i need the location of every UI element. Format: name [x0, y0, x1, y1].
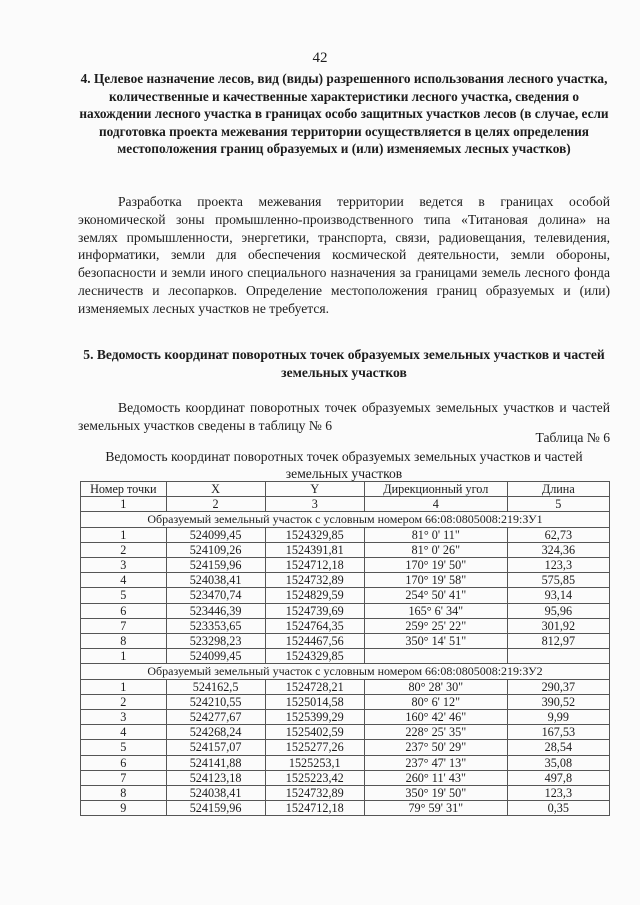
length-cell: 301,92 [507, 618, 609, 633]
point-number-cell: 8 [81, 634, 167, 649]
direction-angle-cell [364, 649, 507, 664]
point-number-cell: 1 [81, 527, 167, 542]
direction-angle-cell: 165° 6' 34" [364, 603, 507, 618]
column-number: 2 [166, 497, 265, 512]
length-cell: 324,36 [507, 542, 609, 557]
direction-angle-cell: 254° 50' 41" [364, 588, 507, 603]
length-cell: 93,14 [507, 588, 609, 603]
x-cell: 524268,24 [166, 725, 265, 740]
direction-angle-cell: 260° 11' 43" [364, 770, 507, 785]
table-row [81, 527, 610, 542]
length-cell: 123,3 [507, 786, 609, 801]
section-5-heading: 5. Ведомость координат поворотных точек образуемых земельных участков и частей земельных участков [83, 347, 605, 380]
y-cell: 1524712,18 [265, 558, 364, 573]
y-cell: 1524764,35 [265, 618, 364, 633]
table-row [81, 573, 610, 588]
y-cell: 1525399,29 [265, 710, 364, 725]
direction-angle-cell: 80° 28' 30" [364, 679, 507, 694]
y-cell: 1525402,59 [265, 725, 364, 740]
y-cell: 1524728,21 [265, 679, 364, 694]
y-cell: 1525253,1 [265, 755, 364, 770]
direction-angle-cell: 259° 25' 22" [364, 618, 507, 633]
direction-angle-cell: 81° 0' 26" [364, 542, 507, 557]
table-row [81, 558, 610, 573]
x-cell: 524157,07 [166, 740, 265, 755]
point-number-cell: 4 [81, 573, 167, 588]
section-4-paragraph: Разработка проекта межевания территории ведется в границах особой экономической зоны промышленно-производственного типа «Титановая долина» на землях промышленности, энергетики, транспорта, связи, радиовещания, телевидения, информатики, земли для обеспечения космической деятельности, земли обороны, безопасности и земли иного специального назначения за границами земель лесного фонда лесничеств и лесопарков. Определение местоположения границ образуемых и (или) изменяемых лесных участков не требуется. [78, 194, 610, 316]
length-cell: 35,08 [507, 755, 609, 770]
column-number: 3 [265, 497, 364, 512]
table-row [81, 710, 610, 725]
table-group-row [81, 664, 610, 679]
table-row [81, 679, 610, 694]
header-y: Y [265, 482, 364, 497]
table-header-row [81, 482, 610, 497]
length-cell: 28,54 [507, 740, 609, 755]
point-number-cell: 8 [81, 786, 167, 801]
x-cell: 523446,39 [166, 603, 265, 618]
direction-angle-cell: 350° 14' 51" [364, 634, 507, 649]
table-row [81, 725, 610, 740]
x-cell: 524099,45 [166, 527, 265, 542]
table-row [81, 603, 610, 618]
y-cell: 1524732,89 [265, 786, 364, 801]
page-number: 42 [312, 50, 328, 66]
point-number-cell: 7 [81, 770, 167, 785]
y-cell: 1525014,58 [265, 694, 364, 709]
x-cell: 524141,88 [166, 755, 265, 770]
x-cell: 524159,96 [166, 558, 265, 573]
x-cell: 524038,41 [166, 573, 265, 588]
x-cell: 523470,74 [166, 588, 265, 603]
coordinates-table [80, 481, 610, 816]
point-number-cell: 6 [81, 755, 167, 770]
header-length: Длина [507, 482, 609, 497]
x-cell: 524123,18 [166, 770, 265, 785]
header-point-number: Номер точки [81, 482, 167, 497]
x-cell: 524159,96 [166, 801, 265, 816]
direction-angle-cell: 81° 0' 11" [364, 527, 507, 542]
x-cell: 524277,67 [166, 710, 265, 725]
direction-angle-cell: 170° 19' 50" [364, 558, 507, 573]
column-number-row [81, 497, 610, 512]
y-cell: 1524391,81 [265, 542, 364, 557]
direction-angle-cell: 170° 19' 58" [364, 573, 507, 588]
table-row [81, 634, 610, 649]
section-4-heading: 4. Целевое назначение лесов, вид (виды) разрешенного использования лесного участка, количественные и качественные характеристики лесного участка, сведения о нахождении лесного участка в границах особо защитных участков лесов (в случае, если подготовка проекта межевания территории осуществляется в целях определения местоположения границ образуемых и (или) изменяемых лесных участков) [79, 71, 609, 157]
x-cell: 524109,26 [166, 542, 265, 557]
y-cell: 1524829,59 [265, 588, 364, 603]
length-cell: 290,37 [507, 679, 609, 694]
point-number-cell: 5 [81, 588, 167, 603]
y-cell: 1524732,89 [265, 573, 364, 588]
point-number-cell: 3 [81, 558, 167, 573]
length-cell: 123,3 [507, 558, 609, 573]
x-cell: 523353,65 [166, 618, 265, 633]
length-cell: 62,73 [507, 527, 609, 542]
point-number-cell: 1 [81, 649, 167, 664]
y-cell: 1524329,85 [265, 527, 364, 542]
length-cell: 167,53 [507, 725, 609, 740]
length-cell: 812,97 [507, 634, 609, 649]
x-cell: 524162,5 [166, 679, 265, 694]
x-cell: 523298,23 [166, 634, 265, 649]
table-group-row [81, 512, 610, 527]
table-row [81, 649, 610, 664]
table-row [81, 786, 610, 801]
point-number-cell: 3 [81, 710, 167, 725]
direction-angle-cell: 350° 19' 50" [364, 786, 507, 801]
y-cell: 1525277,26 [265, 740, 364, 755]
point-number-cell: 7 [81, 618, 167, 633]
column-number: 5 [507, 497, 609, 512]
table-label: Таблица № 6 [535, 430, 610, 445]
group-title: Образуемый земельный участок с условным номером 66:08:0805008:219:ЗУ1 [81, 512, 610, 527]
table-caption: Ведомость координат поворотных точек образуемых земельных участков и частей земельных участков [105, 449, 583, 481]
column-number: 4 [364, 497, 507, 512]
point-number-cell: 6 [81, 603, 167, 618]
y-cell: 1524329,85 [265, 649, 364, 664]
direction-angle-cell: 160° 42' 46" [364, 710, 507, 725]
length-cell: 575,85 [507, 573, 609, 588]
x-cell: 524099,45 [166, 649, 265, 664]
y-cell: 1525223,42 [265, 770, 364, 785]
x-cell: 524038,41 [166, 786, 265, 801]
length-cell [507, 649, 609, 664]
direction-angle-cell: 237° 47' 13" [364, 755, 507, 770]
direction-angle-cell: 237° 50' 29" [364, 740, 507, 755]
table-row [81, 588, 610, 603]
header-direction-angle: Дирекционный угол [364, 482, 507, 497]
table-row [81, 770, 610, 785]
section-5-paragraph: Ведомость координат поворотных точек образуемых земельных участков и частей земельных участков сведены в таблицу № 6 [78, 400, 610, 433]
point-number-cell: 1 [81, 679, 167, 694]
direction-angle-cell: 80° 6' 12" [364, 694, 507, 709]
x-cell: 524210,55 [166, 694, 265, 709]
column-number: 1 [81, 497, 167, 512]
table-row [81, 755, 610, 770]
y-cell: 1524739,69 [265, 603, 364, 618]
point-number-cell: 2 [81, 694, 167, 709]
table-row [81, 694, 610, 709]
length-cell: 0,35 [507, 801, 609, 816]
table-row [81, 618, 610, 633]
length-cell: 390,52 [507, 694, 609, 709]
table-row [81, 542, 610, 557]
point-number-cell: 4 [81, 725, 167, 740]
point-number-cell: 5 [81, 740, 167, 755]
point-number-cell: 9 [81, 801, 167, 816]
direction-angle-cell: 79° 59' 31" [364, 801, 507, 816]
y-cell: 1524467,56 [265, 634, 364, 649]
length-cell: 95,96 [507, 603, 609, 618]
header-x: X [166, 482, 265, 497]
length-cell: 497,8 [507, 770, 609, 785]
table-row [81, 740, 610, 755]
point-number-cell: 2 [81, 542, 167, 557]
table-row [81, 801, 610, 816]
length-cell: 9,99 [507, 710, 609, 725]
group-title: Образуемый земельный участок с условным номером 66:08:0805008:219:ЗУ2 [81, 664, 610, 679]
direction-angle-cell: 228° 25' 35" [364, 725, 507, 740]
y-cell: 1524712,18 [265, 801, 364, 816]
table-body [81, 512, 610, 816]
